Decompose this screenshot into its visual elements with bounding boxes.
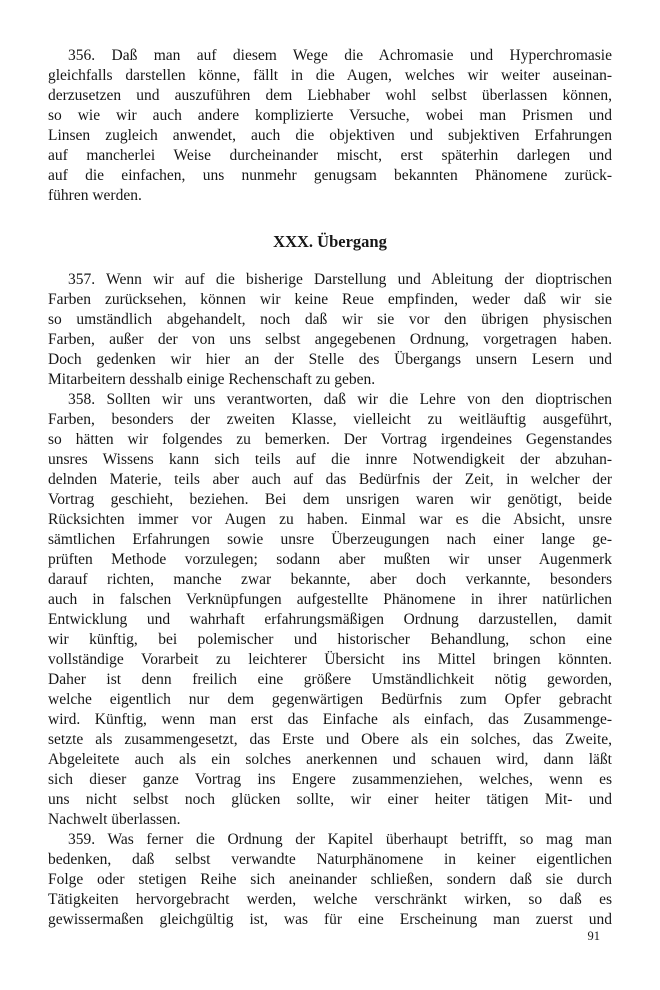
text-line: setzte als zusammengesetzt, das Erste und Obere als ein solches, das Zweite, [48,731,612,748]
text-line: bedenken, daß selbst verwandte Naturphänomene in keiner eigentlichen [48,851,612,868]
text-line: Abgeleitete auch als ein solches anerkennen und schauen wird, dann läßt [48,751,612,768]
text-line: so hätten wir folgendes zu bemerken. Der Vortrag irgendeines Gegenstandes [48,431,612,448]
text-line: sich dieser ganze Vortrag ins Engere zusammenziehen, welches, wenn es [48,771,612,788]
text-line: Linsen zugleich anwendet, auch die objektiven und subjektiven Erfahrungen [48,127,612,144]
text-line: Nachwelt überlassen. [48,811,181,828]
text-line: 358. Sollten wir uns verantworten, daß wir die Lehre von den dioptrischen [68,391,612,408]
text-line: auf die einfachen, uns nunmehr genugsam bekannten Phänomene zurück- [48,167,612,184]
text-line: wir künftig, bei polemischer und historischer Behandlung, schon eine [48,631,612,648]
text-line: welche eigentlich nur dem gegenwärtigen Bedürfnis zum Opfer gebracht [48,691,612,708]
text-line: unsres Wissens kann sich teils auf die innre Notwendigkeit der abzuhan- [48,451,612,468]
text-line: gewissermaßen gleichgültig ist, was für eine Erscheinung man zuerst und [48,911,612,928]
text-line: 357. Wenn wir auf die bisherige Darstellung und Ableitung der dioptrischen [68,271,612,288]
text-line: so umständlich abgehandelt, noch daß wir sie vor den übrigen physischen [48,311,612,328]
text-line: Vortrag geschieht, beziehen. Bei dem unsrigen waren wir genötigt, beide [48,491,612,508]
page-text [48,46,612,930]
text-line: gleichfalls darstellen könne, fällt in die Augen, welches wir weiter auseinan- [48,67,612,84]
text-line: Farben zurücksehen, können wir keine Reue empfinden, weder daß wir sie [48,291,612,308]
text-line: Folge oder stetigen Reihe sich aneinander schließen, sondern daß sie durch [48,871,612,888]
text-line: prüften Methode vorzulegen; sodann aber mußten wir unser Augenmerk [48,551,612,568]
text-line: führen werden. [48,187,142,204]
text-line: Farben, besonders der zweiten Klasse, vielleicht zu weitläuftig ausgeführt, [48,411,612,428]
text-line: Mitarbeitern desshalb einige Rechenschaft zu geben. [48,371,376,388]
text-line: Daher ist denn freilich eine größere Umständlichkeit nötig geworden, [48,671,612,688]
paragraph-358 [48,390,612,830]
text-line: so wie wir auch andere komplizierte Versuche, wobei man Prismen und [48,107,612,124]
text-line: sämtlichen Erfahrungen sowie unsre Überzeugungen nach einer lange ge- [48,531,612,548]
text-line: Entwicklung und wahrhaft erfahrungsmäßigen Ordnung darzustellen, damit [48,611,612,628]
paragraph-356 [48,46,612,206]
text-line: Rücksichten immer vor Augen zu haben. Einmal war es die Absicht, unsre [48,511,612,528]
text-line: uns nicht selbst noch glücken sollte, wir einer heiter tätigen Mit- und [48,791,612,808]
text-line: 356. Daß man auf diesem Wege die Achromasie und Hyperchromasie [68,47,612,64]
page-number: 91 [587,929,600,943]
text-line: Tätigkeiten hervorgebracht werden, welche verschränkt wirken, so daß es [48,891,612,908]
text-line: wird. Künftig, wenn man erst das Einfache als einfach, das Zusammenge- [48,711,612,728]
chapter-heading: XXX. Übergang [273,232,387,251]
text-line: auch in falschen Verknüpfungen aufgestellte Phänomene in ihrer natürlichen [48,591,612,608]
text-line: derzusetzen und auszuführen dem Liebhaber wohl selbst überlassen können, [48,87,612,104]
text-line: Farben, außer der von uns selbst angegebenen Ordnung, vorgetragen haben. [48,331,612,348]
text-line: auf mancherlei Weise durcheinander mischt, erst späterhin darlegen und [48,147,612,164]
text-line: vollständige Vorarbeit zu leichterer Übersicht ins Mittel bringen könnten. [48,651,612,668]
text-line: delnden Materie, teils aber auch auf das Bedürfnis der Zeit, in welcher der [48,471,612,488]
text-line: Doch gedenken wir hier an der Stelle des Übergangs unsern Lesern und [48,351,612,368]
text-line: darauf richten, manche zwar bekannte, aber doch verkannte, besonders [48,571,612,588]
text-line: 359. Was ferner die Ordnung der Kapitel überhaupt betrifft, so mag man [68,831,612,848]
paragraph-359 [48,830,612,930]
paragraph-357 [48,270,612,390]
